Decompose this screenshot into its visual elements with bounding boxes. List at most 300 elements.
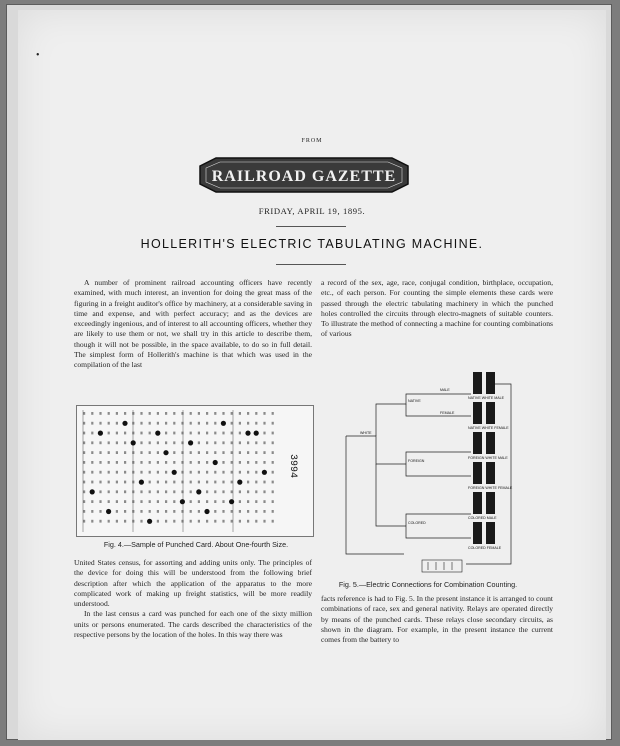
punched-hole [106,509,111,514]
card-position [140,490,142,493]
card-position [124,461,126,464]
punched-hole [262,470,267,475]
card-position [198,510,200,513]
punched-hole [204,509,209,514]
card-position [157,481,159,484]
card-position [272,461,274,464]
card-position [108,520,110,523]
card-position [263,441,265,444]
card-position [124,500,126,503]
card-position [222,412,224,415]
card-position [190,432,192,435]
card-position [173,461,175,464]
card-position [263,481,265,484]
card-position [255,451,257,454]
card-position [263,432,265,435]
card-position [149,441,151,444]
card-position [124,481,126,484]
card-position [231,510,233,513]
card-position [247,441,249,444]
card-position [91,510,93,513]
card-position [239,412,241,415]
card-position [91,471,93,474]
label-white: WHITE [360,431,372,435]
card-position [108,451,110,454]
card-position [214,500,216,503]
card-position [165,510,167,513]
card-position [190,451,192,454]
card-position [231,432,233,435]
card-position [214,412,216,415]
punched-hole [131,440,136,445]
punched-hole [139,480,144,485]
card-position [272,490,274,493]
card-position [83,432,85,435]
card-position [222,451,224,454]
card-position [255,520,257,523]
card-position [190,500,192,503]
card-position [181,451,183,454]
card-position [263,461,265,464]
card-position [239,432,241,435]
from-label: FROM [301,138,323,144]
card-position [91,481,93,484]
card-position [140,432,142,435]
card-position [132,412,134,415]
card-position [157,441,159,444]
card-position [239,422,241,425]
punched-card-graphic [77,406,313,536]
punched-hole [122,421,127,426]
card-position [198,432,200,435]
card-position [116,481,118,484]
card-position [181,441,183,444]
card-position [272,432,274,435]
card-position [91,441,93,444]
card-position [206,432,208,435]
card-position [149,490,151,493]
card-position [157,510,159,513]
card-position [247,422,249,425]
card-position [165,461,167,464]
card-position [198,422,200,425]
label-foreign: FOREIGN [408,459,425,463]
card-position [190,471,192,474]
card-position [222,471,224,474]
card-position [181,432,183,435]
punched-hole [188,440,193,445]
card-position [124,441,126,444]
card-position [239,471,241,474]
card-position [272,481,274,484]
card-position [83,412,85,415]
card-position [140,461,142,464]
card-position [83,451,85,454]
card-position [247,451,249,454]
card-position [181,412,183,415]
card-position [91,461,93,464]
card-position [214,481,216,484]
card-position [157,520,159,523]
punched-hole [196,489,201,494]
card-position [181,520,183,523]
figure-4-caption: Fig. 4.—Sample of Punched Card. About One-fourth Size. [103,540,289,549]
card-position [222,481,224,484]
card-position [214,510,216,513]
card-position [173,451,175,454]
issue-date: FRIDAY, APRIL 19, 1895. [258,206,366,216]
card-position [140,451,142,454]
card-position [231,471,233,474]
card-position [173,490,175,493]
card-position [91,412,93,415]
card-position [222,490,224,493]
card-position [108,500,110,503]
right-column-top [321,278,553,340]
label-foreign-white-male: FOREIGN WHITE MALE [468,456,508,460]
card-position [231,481,233,484]
card-position [165,500,167,503]
card-position [206,520,208,523]
card-position [272,412,274,415]
card-position [124,510,126,513]
card-position [99,412,101,415]
card-position [108,481,110,484]
card-position [272,451,274,454]
card-position [165,481,167,484]
punched-card-figure [76,405,314,537]
card-position [255,481,257,484]
left-column-bottom [74,558,312,640]
card-position [255,441,257,444]
card-position [239,451,241,454]
card-position [198,441,200,444]
card-position [108,422,110,425]
divider-bottom [276,264,346,265]
paragraph: United States census, for assorting and adding units only. The principles of the device for doing this will be understood from the following brief description after which the application of the apparatus to the more complicated work of making up freight statistics, will be more readily understood. [74,558,312,609]
card-position [165,432,167,435]
card-position [149,422,151,425]
card-position [272,510,274,513]
card-position [190,461,192,464]
circuit-diagram [336,364,526,580]
card-position [140,471,142,474]
card-position [91,451,93,454]
card-position [99,510,101,513]
card-position [206,412,208,415]
card-position [83,441,85,444]
card-number: 3994 [287,453,298,479]
card-position [83,520,85,523]
card-position [255,412,257,415]
card-position [132,461,134,464]
card-position [157,490,159,493]
card-position [173,432,175,435]
card-position [149,510,151,513]
card-position [173,510,175,513]
card-position [83,481,85,484]
card-position [181,471,183,474]
card-position [272,441,274,444]
paragraph: A number of prominent railroad accounting officers have recently examined, with much interest, an invention for doing the great mass of the figuring in a freight auditor's office by machinery, at a considerable saving in time and expense, and with perfect accuracy; and as the devices are exceedingly ingenious, and of interest to all accounting officers, whether they are likely to use them or not, we shall try in this article to describe them, though it will not be possible, in the space available, to do so in full detail. The simplest form of Hollerith's machine is that which was used in the compilation of the last [74,278,312,370]
card-position [91,520,93,523]
card-position [140,412,142,415]
card-position [239,490,241,493]
card-position [206,471,208,474]
card-position [214,441,216,444]
card-position [116,461,118,464]
card-position [263,490,265,493]
card-position [239,500,241,503]
card-position [206,461,208,464]
card-position [190,422,192,425]
card-position [231,422,233,425]
punched-hole [98,431,103,436]
card-position [116,422,118,425]
punched-hole [155,431,160,436]
card-position [132,422,134,425]
divider-top [276,226,346,227]
card-position [165,490,167,493]
card-position [132,510,134,513]
label-native-white-male: NATIVE WHITE MALE [468,396,505,400]
card-position [198,500,200,503]
card-position [190,510,192,513]
card-position [181,461,183,464]
card-position [149,432,151,435]
card-position [181,490,183,493]
label-colored-female: COLORED FEMALE [468,546,502,550]
card-position [132,451,134,454]
card-position [198,451,200,454]
card-position [173,422,175,425]
punched-hole [180,499,185,504]
card-position [165,520,167,523]
card-position [124,432,126,435]
card-position [198,461,200,464]
card-position [272,422,274,425]
punched-hole [90,489,95,494]
card-position [247,490,249,493]
card-position [206,422,208,425]
card-position [173,481,175,484]
card-position [132,490,134,493]
card-position [108,441,110,444]
card-position [108,432,110,435]
card-position [247,471,249,474]
paragraph: facts reference is had to Fig. 5. In the present instance it is arranged to count combinations of race, sex and general nativity. Relays are operated directly by means of the punched cards. These relays close secondary circuits, as shown in the diagram. For example, in the present instance the current comes from the battery to [321,594,553,645]
card-position [214,432,216,435]
left-column-top [74,278,312,371]
label-native: NATIVE [408,399,421,403]
card-position [116,412,118,415]
punched-hole [237,480,242,485]
card-position [214,490,216,493]
card-position [231,441,233,444]
card-position [140,520,142,523]
punched-hole [213,460,218,465]
card-position [206,481,208,484]
figure-5-caption: Fig. 5.—Electric Connections for Combination Counting. [338,580,518,589]
card-position [247,412,249,415]
card-position [116,451,118,454]
card-position [231,451,233,454]
card-position [157,500,159,503]
card-position [140,441,142,444]
card-position [272,520,274,523]
card-position [124,451,126,454]
card-position [255,422,257,425]
card-position [157,422,159,425]
card-position [99,520,101,523]
card-position [83,490,85,493]
card-position [214,451,216,454]
card-position [206,441,208,444]
punched-hole [163,450,168,455]
right-column-bottom [321,594,553,645]
card-position [255,461,257,464]
card-position [272,500,274,503]
card-position [91,500,93,503]
card-position [99,490,101,493]
card-position [140,510,142,513]
card-position [108,461,110,464]
card-position [263,510,265,513]
card-position [116,490,118,493]
card-position [181,481,183,484]
card-position [116,500,118,503]
card-position [83,471,85,474]
card-position [239,510,241,513]
label-foreign-white-female: FOREIGN WHITE FEMALE [468,486,513,490]
card-position [263,451,265,454]
card-position [173,520,175,523]
card-position [157,412,159,415]
card-position [132,471,134,474]
card-position [263,520,265,523]
card-position [157,451,159,454]
masthead-logo [196,152,412,198]
card-position [173,500,175,503]
card-position [198,471,200,474]
card-position [198,412,200,415]
card-position [116,432,118,435]
card-position [214,471,216,474]
card-position [239,441,241,444]
label-native-white-female: NATIVE WHITE FEMALE [468,426,509,430]
card-position [247,520,249,523]
paragraph: a record of the sex, age, race, conjugal condition, birthplace, occupation, etc., of each person. For counting the simple elements these cards were passed through the electric tabulating machinery in which the punched holes controlled the circuits through electro-magnets of suitable counters. To illustrate the method of connecting a machine for counting combinations of various [321,278,553,339]
card-position [99,451,101,454]
card-position [132,520,134,523]
label-male: MALE [440,388,450,392]
binding-mark: • [36,50,40,61]
punched-hole [221,421,226,426]
card-position [99,422,101,425]
card-position [247,481,249,484]
card-position [149,412,151,415]
card-position [190,490,192,493]
card-position [222,432,224,435]
card-position [231,412,233,415]
card-position [149,500,151,503]
card-position [222,520,224,523]
card-position [99,471,101,474]
card-position [83,422,85,425]
card-position [91,432,93,435]
card-position [116,520,118,523]
card-position [132,500,134,503]
label-female: FEMALE [440,411,455,415]
card-position [124,490,126,493]
card-position [181,422,183,425]
label-colored: COLORED [408,521,426,525]
card-position [222,510,224,513]
punched-hole [254,431,259,436]
card-position [132,481,134,484]
card-position [140,422,142,425]
card-position [222,500,224,503]
card-position [190,520,192,523]
card-position [206,500,208,503]
card-position [124,520,126,523]
label-colored-male: COLORED MALE [468,516,497,520]
card-position [247,500,249,503]
punched-hole [229,499,234,504]
card-position [263,422,265,425]
card-position [140,500,142,503]
document-page [18,10,606,740]
punched-hole [147,519,152,524]
card-position [165,441,167,444]
card-position [231,520,233,523]
card-position [214,422,216,425]
card-position [239,461,241,464]
card-position [124,412,126,415]
card-position [263,500,265,503]
card-position [149,481,151,484]
card-position [157,471,159,474]
card-position [116,441,118,444]
card-position [247,510,249,513]
card-position [255,510,257,513]
card-position [190,481,192,484]
card-position [116,471,118,474]
card-position [239,520,241,523]
card-position [231,490,233,493]
card-position [83,510,85,513]
card-position [124,471,126,474]
card-position [83,500,85,503]
card-position [263,412,265,415]
card-position [206,490,208,493]
card-position [83,461,85,464]
card-position [173,412,175,415]
card-position [157,461,159,464]
card-position [190,412,192,415]
card-position [132,432,134,435]
card-position [214,520,216,523]
card-position [198,481,200,484]
card-position [149,461,151,464]
card-position [198,520,200,523]
card-position [165,412,167,415]
masthead-text: RAILROAD GAZETTE [211,168,397,185]
card-position [181,510,183,513]
card-position [247,461,249,464]
article-headline: HOLLERITH'S ELECTRIC TABULATING MACHINE. [140,237,484,251]
card-position [149,471,151,474]
